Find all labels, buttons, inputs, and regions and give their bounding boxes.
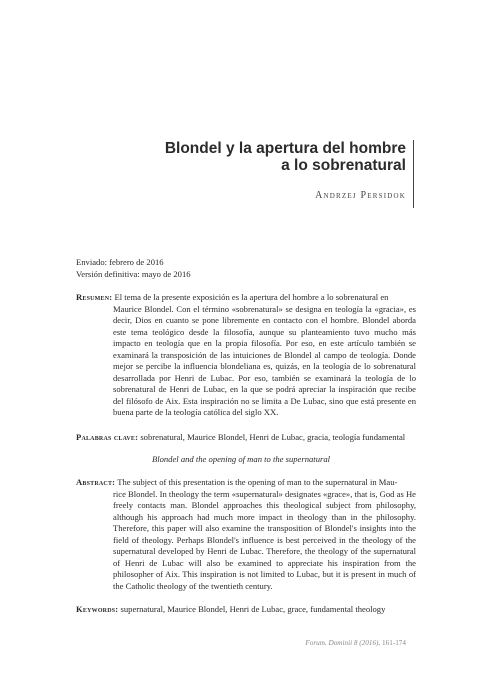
article-title xyxy=(165,140,406,174)
resumen-paragraph xyxy=(76,292,416,419)
resumen-label: Resumen: xyxy=(76,292,113,302)
title-line-1: Blondel y la apertura del hombre xyxy=(164,140,406,157)
palabras-clave-text: sobrenatural, Maurice Blondel, Henri de Lubac, gracia, teología fundamental xyxy=(140,432,406,442)
abstract-label: Abstract: xyxy=(76,477,116,487)
keywords-text: supernatural, Maurice Blondel, Henri de Lubac, grace, fundamental theology xyxy=(120,604,386,614)
title-line-2: a lo sobrenatural xyxy=(281,157,406,174)
abstract-body: rice Blondel. In theology the term «supernatural» designates «grace», that is, God as He freely contacts man. Blondel approaches this theological subject from philosophy, although his approach had much more impact in theology than in the philosophy. Therefore, this paper will also examine the transposition of Blondel's insights into the field of theology. Perhaps Blondel's influence is best perceived in the theology of the supernatural developed by Henri de Lubac. Therefore, the theology of the supernatural of Henri de Lubac will also be examined to appreciate his inspiration from the philosopher of Aix. This inspiration is not limited to Lubac, but it is present in much of the Catholic theology of the twentieth century. xyxy=(113,488,416,591)
resumen-body: Maurice Blondel. Con el término «sobrenatural» se designa en teología la «gracia», es decir, Dios en cuanto se pone libremente en contacto con el hombre. Blondel aborda este tema teológico desde la filosofía, aunque su planteamiento tuvo mucho más impacto en teología que en la propia filosofía. Por eso, en este artículo también se examinará la transposición de las intuiciones de Blondel al campo de teología. Donde mejor se percibe la influencia blondeliana es, quizás, en la teología de lo sobrenatural desarrollada por Henri de Lubac. Por eso, también se examinará la teología de lo sobrenatural de Henri de Lubac, en la que se podrá apreciar la inspiración que recibe del filósofo de Aix. Esta inspiración no se limita a De Lubac, sino que está presente en buena parte de la teología católica del siglo XX. xyxy=(113,303,416,417)
author-name: Andrzej Persidok xyxy=(315,190,406,201)
abstract-paragraph xyxy=(76,477,416,592)
journal-citation: Forum. Dominii 8 (2016), xyxy=(305,639,381,647)
keywords-label: Keywords: xyxy=(76,604,119,614)
palabras-clave-label: Palabras clave: xyxy=(76,432,139,442)
page-footer xyxy=(305,639,406,647)
final-version-date: Versión definitiva: mayo de 2016 xyxy=(76,269,191,279)
english-title: Blondel and the opening of man to the supernatural xyxy=(151,454,331,464)
submission-dates xyxy=(76,256,191,280)
keywords xyxy=(76,604,416,616)
abstract-first-line: The subject of this presentation is the opening of man to the supernatural in Mau- xyxy=(117,477,398,487)
resumen-first-line: El tema de la presente exposición es la apertura del hombre a lo sobrenatural en xyxy=(114,292,389,302)
sent-date: Enviado: febrero de 2016 xyxy=(76,257,164,267)
palabras-clave xyxy=(76,432,416,444)
title-vertical-rule xyxy=(413,140,414,208)
page-range: 161-174 xyxy=(382,639,406,647)
